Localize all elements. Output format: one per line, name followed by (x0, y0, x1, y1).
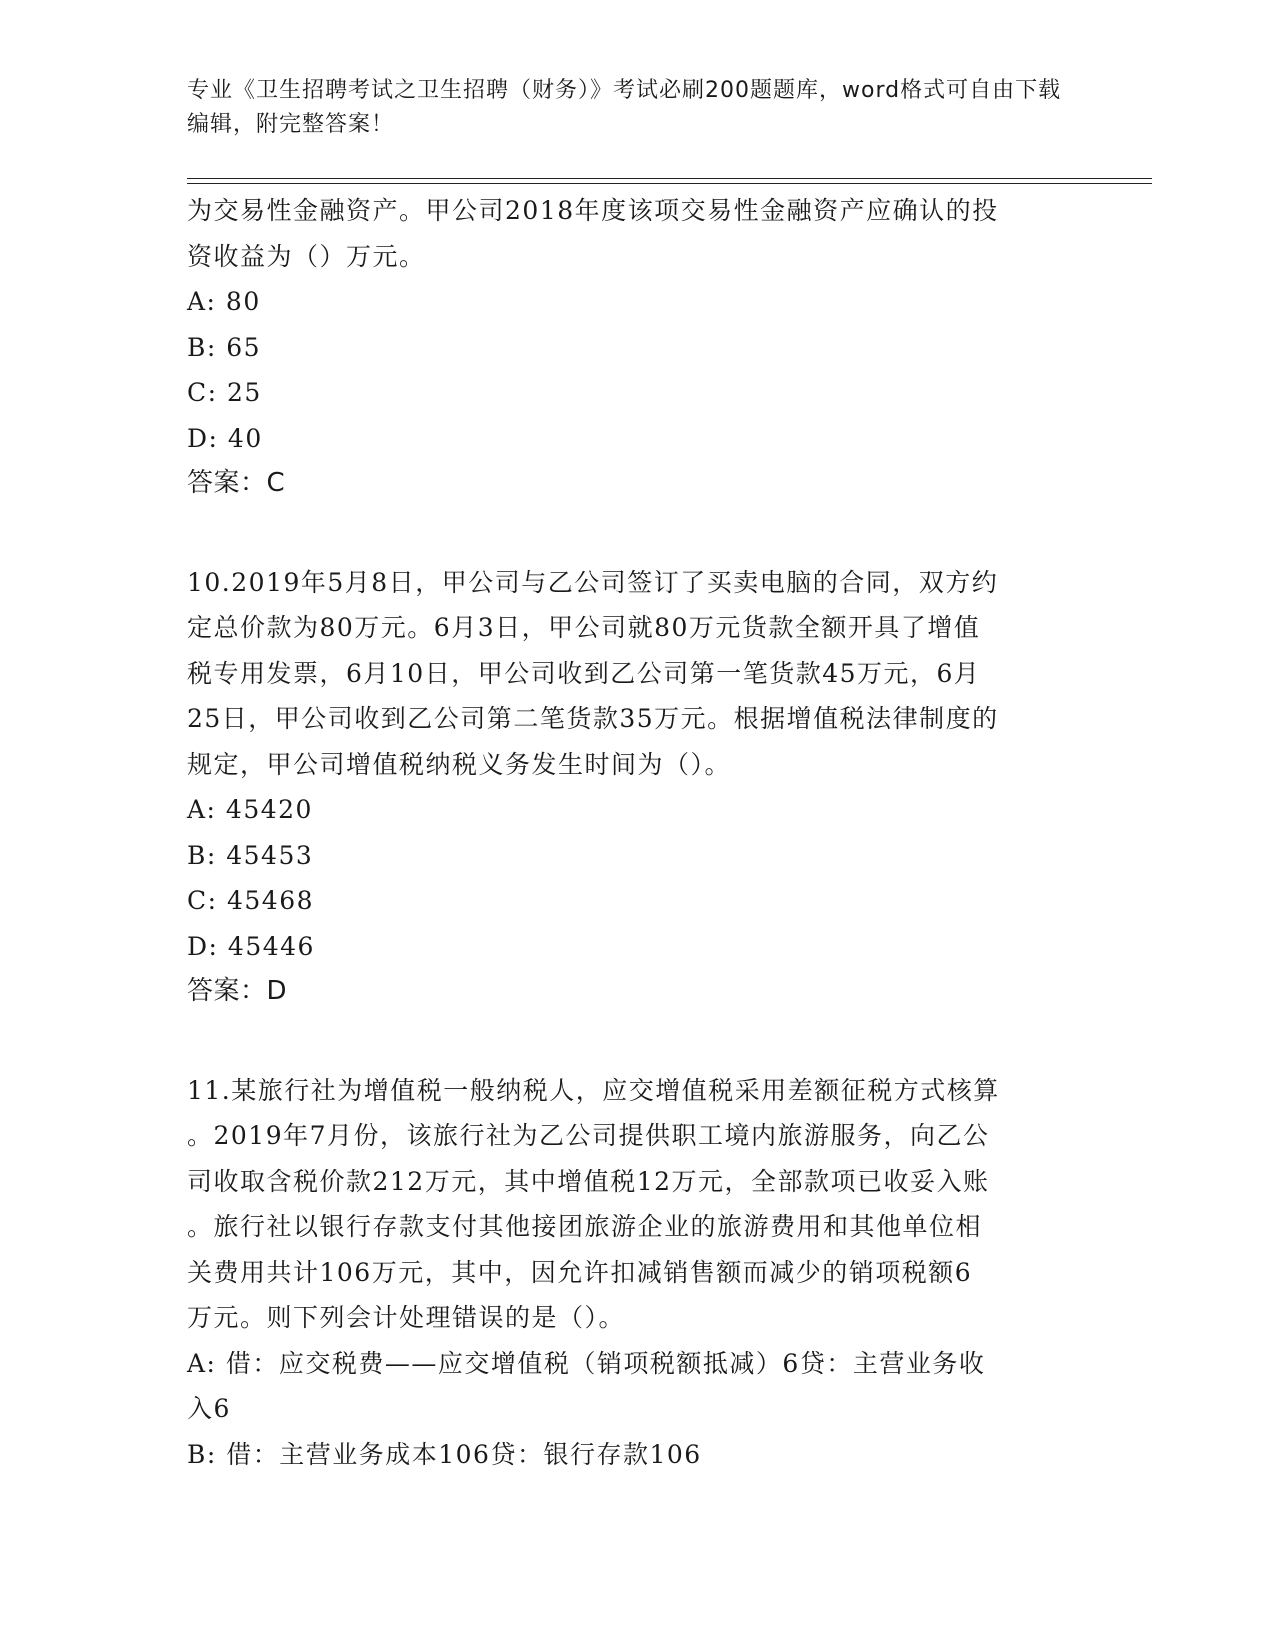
option-b: B: 45453 (187, 840, 314, 870)
option-a: A: 45420 (187, 795, 313, 824)
question-text-line: 25日，甲公司收到乙公司第二笔货款35万元。根据增值税法律制度的 (187, 704, 999, 733)
question-text-line: 关费用共计106万元，其中，因允许扣减销售额而减少的销项税额6 (187, 1257, 973, 1287)
question-11 (187, 1068, 1087, 1478)
question-text-line: 税专用发票，6月10日，甲公司收到乙公司第一笔货款45万元，6月 (187, 658, 981, 688)
question-text-line: 万元。则下列会计处理错误的是（）。 (187, 1303, 626, 1332)
answer: 答案：D (187, 976, 288, 1006)
question-text-line: 。旅行社以银行存款支付其他接团旅游企业的旅游费用和其他单位相 (187, 1212, 983, 1241)
question-text-line: 10.2019年5月8日，甲公司与乙公司签订了买卖电脑的合同，双方约 (187, 567, 999, 597)
option-d: D: 45446 (187, 931, 315, 961)
header-double-rule (187, 178, 1152, 184)
question-spacer (187, 507, 1087, 560)
question-text-line: 11.某旅行社为增值税一般纳税人，应交增值税采用差额征税方式核算 (187, 1075, 1000, 1105)
page-header (187, 74, 1067, 142)
question-continued (187, 188, 1087, 507)
question-text-line: 。2019年7月份，该旅行社为乙公司提供职工境内旅游服务，向乙公 (187, 1121, 990, 1150)
answer: 答案：C (187, 468, 286, 498)
option-b: B: 65 (187, 332, 262, 362)
question-spacer (187, 1015, 1087, 1068)
option-a-continued: 入6 (187, 1394, 231, 1423)
option-a: A: 80 (187, 287, 261, 316)
question-text-line: 司收取含税价款212万元，其中增值税12万元，全部款项已收妥入账 (187, 1166, 990, 1196)
option-c: C: 45468 (187, 886, 315, 915)
question-text-line: 资收益为（）万元。 (187, 241, 426, 271)
question-10 (187, 560, 1087, 1015)
option-b: B: 借：主营业务成本106贷：银行存款106 (187, 1439, 702, 1469)
document-body (187, 188, 1087, 1477)
question-text-line: 为交易性金融资产。甲公司2018年度该项交易性金融资产应确认的投 (187, 196, 999, 225)
option-a: A: 借：应交税费——应交增值税（销项税额抵减）6贷：主营业务收 (187, 1348, 986, 1378)
question-text-line: 规定，甲公司增值税纳税义务发生时间为（）。 (187, 749, 732, 779)
option-c: C: 25 (187, 378, 262, 407)
question-text-line: 定总价款为80万元。6月3日，甲公司就80万元货款全额开具了增值 (187, 613, 981, 642)
header-text: 专业《卫生招聘考试之卫生招聘（财务）》考试必刷200题题库，word格式可自由下载编辑，附完整答案！ (187, 78, 1062, 137)
option-d: D: 40 (187, 423, 263, 453)
